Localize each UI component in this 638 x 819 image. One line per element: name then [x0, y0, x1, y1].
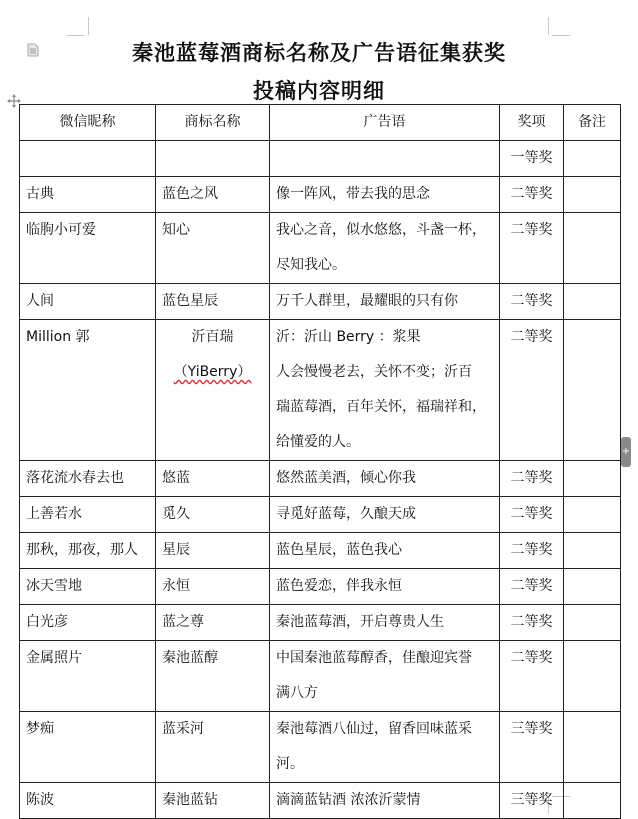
slogan-line: 给懂爱的人。	[276, 434, 360, 450]
slogan-line: 滴滴蓝钻酒 浓浓沂蒙情	[276, 792, 421, 808]
cell-note	[564, 641, 621, 712]
title-line-1: 秦池蓝莓酒商标名称及广告语征集获奖	[132, 40, 506, 65]
table-row	[20, 177, 621, 213]
cell-nickname: 陈波	[20, 783, 156, 819]
cell-nickname: 那秋，那夜，那人	[20, 533, 156, 569]
slogan-line: 我心之音，似水悠悠，斗盏一杯，	[276, 222, 486, 238]
cell-nickname: 金属照片	[20, 641, 156, 712]
cell-nickname: 古典	[20, 177, 156, 213]
cell-brand: 秦池蓝醇	[156, 641, 270, 712]
cell-note	[564, 213, 621, 284]
cell-slogan	[270, 783, 500, 819]
slogan-line: 河。	[276, 756, 304, 772]
cell-note	[564, 497, 621, 533]
page-corner-mark	[548, 17, 553, 35]
cell-award: 二等奖	[500, 284, 564, 320]
cell-brand: 悠蓝	[156, 461, 270, 497]
slogan-line: 蓝色星辰，蓝色我心	[276, 542, 402, 558]
header-brand: 商标名称	[156, 105, 270, 141]
cell-brand: 蓝色之风	[156, 177, 270, 213]
table-row	[20, 461, 621, 497]
slogan-line: 悠然蓝美酒，倾心你我	[276, 470, 416, 486]
cell-note	[564, 712, 621, 783]
document-icon[interactable]	[27, 43, 39, 57]
cell-slogan	[270, 213, 500, 284]
cell-brand: 知心	[156, 213, 270, 284]
cell-brand: 蓝之尊	[156, 605, 270, 641]
table-row	[20, 284, 621, 320]
table-row	[20, 712, 621, 783]
cell-note	[564, 141, 621, 177]
cell-award: 三等奖	[500, 712, 564, 783]
cell-brand: 星辰	[156, 533, 270, 569]
cell-slogan	[270, 284, 500, 320]
cell-nickname: 落花流水春去也	[20, 461, 156, 497]
cell-note	[564, 605, 621, 641]
cell-brand	[156, 141, 270, 177]
cell-slogan	[270, 141, 500, 177]
table-row	[20, 320, 621, 461]
cell-award: 二等奖	[500, 213, 564, 284]
table-row	[20, 783, 621, 819]
cell-note	[564, 284, 621, 320]
cell-slogan	[270, 641, 500, 712]
slogan-line: 瑞蓝莓酒，百年关怀，福瑞祥和，	[276, 399, 486, 415]
table-row	[20, 605, 621, 641]
slogan-line: 蓝色爱恋，伴我永恒	[276, 578, 402, 594]
title-line-2: 投稿内容明细	[253, 78, 385, 103]
cell-slogan	[270, 712, 500, 783]
cell-brand: 秦池蓝钻	[156, 783, 270, 819]
cell-nickname: 临朐小可爱	[20, 213, 156, 284]
cell-award: 二等奖	[500, 497, 564, 533]
cell-slogan	[270, 320, 500, 461]
cell-slogan	[270, 177, 500, 213]
cell-nickname: 上善若水	[20, 497, 156, 533]
page-corner-mark	[84, 17, 89, 35]
cell-nickname: 冰天雪地	[20, 569, 156, 605]
cell-nickname: 梦痴	[20, 712, 156, 783]
brand-name-latin: （YiBerry）	[173, 364, 252, 380]
slogan-line: 中国秦池蓝莓醇香，佳酿迎宾誉	[276, 650, 472, 666]
slogan-line: 万千人群里，最耀眼的只有你	[276, 293, 458, 309]
cell-nickname	[20, 141, 156, 177]
cell-award: 二等奖	[500, 641, 564, 712]
cell-note	[564, 569, 621, 605]
table-row	[20, 213, 621, 284]
cell-note	[564, 461, 621, 497]
cell-nickname: 白光彦	[20, 605, 156, 641]
table-row	[20, 497, 621, 533]
cell-award: 三等奖	[500, 783, 564, 819]
awards-table	[19, 104, 621, 819]
table-row	[20, 569, 621, 605]
slogan-line	[276, 141, 493, 176]
cell-slogan	[270, 497, 500, 533]
header-note: 备注	[564, 105, 621, 141]
slogan-line: 沂：沂山 Berry ：浆果	[276, 329, 421, 345]
cell-slogan	[270, 605, 500, 641]
cell-award: 一等奖	[500, 141, 564, 177]
table-row	[20, 141, 621, 177]
slogan-line: 尽知我心。	[276, 257, 346, 273]
slogan-line: 人会慢慢老去，关怀不变；沂百	[276, 364, 472, 380]
header-nickname: 微信昵称	[20, 105, 156, 141]
cell-award: 二等奖	[500, 177, 564, 213]
cell-nickname: Million 郭	[20, 320, 156, 461]
header-slogan: 广告语	[270, 105, 500, 141]
cell-note	[564, 177, 621, 213]
cell-brand: 蓝采河	[156, 712, 270, 783]
page-title	[70, 34, 568, 110]
cell-brand	[156, 320, 270, 461]
slogan-line: 秦池莓酒八仙过，留香回味蓝采	[276, 721, 472, 737]
cell-note	[564, 783, 621, 819]
cell-award: 二等奖	[500, 320, 564, 461]
cell-brand: 蓝色星辰	[156, 284, 270, 320]
cell-award: 二等奖	[500, 533, 564, 569]
slogan-line: 像一阵风，带去我的思念	[276, 186, 430, 202]
brand-name: 沂百瑞	[191, 329, 234, 345]
cell-brand: 觅久	[156, 497, 270, 533]
cell-note	[564, 320, 621, 461]
cell-award: 二等奖	[500, 569, 564, 605]
cell-slogan	[270, 533, 500, 569]
cell-brand: 永恒	[156, 569, 270, 605]
header-award: 奖项	[500, 105, 564, 141]
table-header-row	[20, 105, 621, 141]
side-tab-icon[interactable]: +	[621, 437, 631, 467]
slogan-line: 寻觅好蓝莓，久酿天成	[276, 506, 416, 522]
cell-slogan	[270, 569, 500, 605]
table-row	[20, 641, 621, 712]
cell-nickname: 人间	[20, 284, 156, 320]
cell-award: 二等奖	[500, 461, 564, 497]
cell-slogan	[270, 461, 500, 497]
table-row	[20, 533, 621, 569]
cell-award: 二等奖	[500, 605, 564, 641]
slogan-line: 秦池蓝莓酒，开启尊贵人生	[276, 614, 444, 630]
slogan-line: 满八方	[276, 685, 318, 701]
cell-note	[564, 533, 621, 569]
